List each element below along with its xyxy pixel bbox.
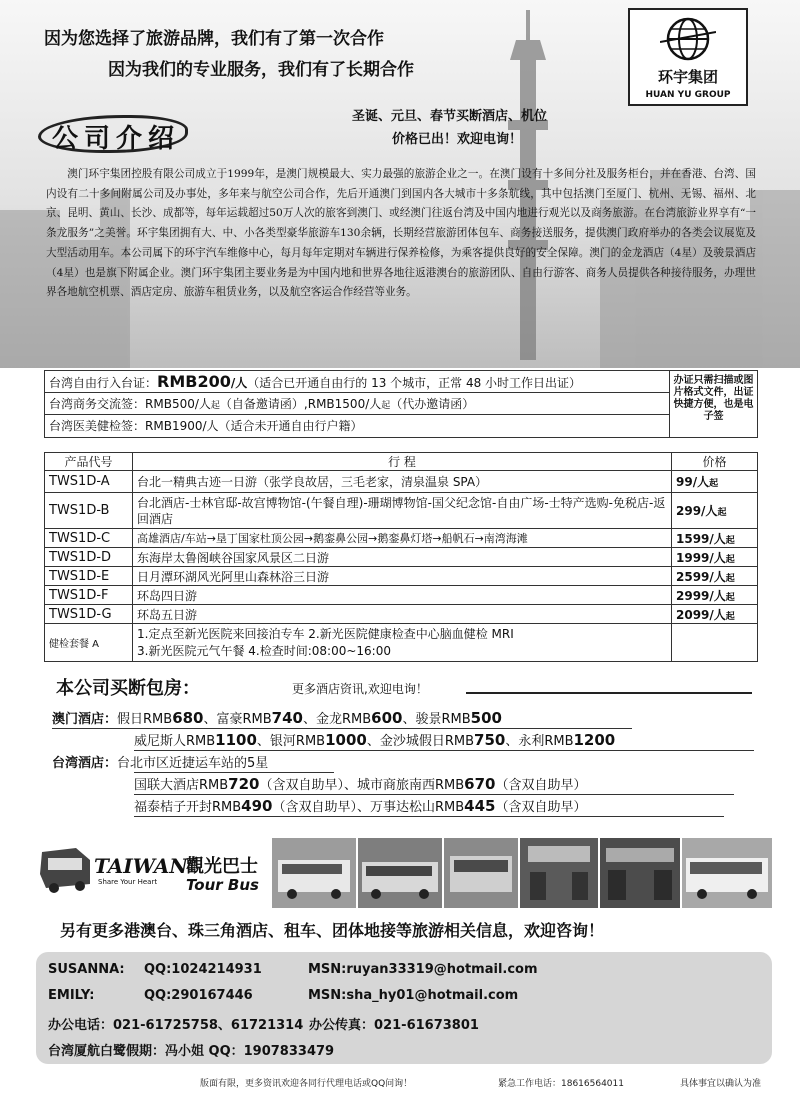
bus-icon <box>36 844 96 896</box>
bus-photo <box>358 838 442 908</box>
macau-hotels-line-1: 澳门酒店：假日RMB680、富豪RMB740、金龙RMB600、骏景RMB500 <box>52 709 502 727</box>
visa-note: （自备邀请函）, <box>219 397 308 411</box>
promo-line-2: 价格已出！欢迎电询！ <box>392 132 523 147</box>
tour-code: 健检套餐 A <box>45 624 133 662</box>
visa-label: 台湾医美健检签： <box>49 419 146 433</box>
visa-price: RMB500/人 <box>145 397 211 411</box>
tour-route: 1.定点至新光医院来回接泊专车 2.新光医院健康检查中心脑血健检 MRI 3.新光医院元气午餐 4.检查时间:08:00~16:00 <box>133 624 672 662</box>
footer-urgent-phone: 紧急工作电话：18616564011 <box>498 1079 624 1089</box>
taiwan-hotels-line-2: 福泰桔子开封RMB490（含双自助早）、万事达松山RMB445（含双自助早） <box>134 797 587 815</box>
visa-row-free-travel <box>45 371 669 393</box>
buyout-subtitle: 更多酒店资讯,欢迎电询！ <box>292 682 428 696</box>
tour-price: 299/人起 <box>672 493 758 529</box>
table-row <box>45 529 758 548</box>
more-info-banner: 另有更多港澳台、珠三角酒店、租车、团体地接等旅游相关信息，欢迎咨询！ <box>60 921 605 940</box>
tour-price <box>672 624 758 662</box>
table-row <box>45 586 758 605</box>
tour-route: 环岛四日游 <box>133 586 672 605</box>
slogan-line-2: 因为我们的专业服务，我们有了长期合作 <box>108 60 414 80</box>
macau-label: 澳门酒店： <box>52 712 118 727</box>
globe-icon <box>660 14 716 64</box>
logo-name-cn: 环宇集团 <box>657 68 718 86</box>
divider <box>134 750 754 751</box>
header-route: 行 程 <box>133 453 672 471</box>
tour-price: 1999/人起 <box>672 548 758 567</box>
visa-label: 台湾商务交流签： <box>49 397 146 411</box>
header-price: 价格 <box>672 453 758 471</box>
visa-side-note: 办证只需扫描或图片格式文件，出证快捷方便，也是电子签 <box>669 371 757 437</box>
taiwan-hotels-line-0: 台湾酒店：台北市区近捷运车站的5星 <box>52 756 269 771</box>
visa-row-medical <box>45 415 669 437</box>
header-code: 产品代号 <box>45 453 133 471</box>
table-row-health-package <box>45 624 758 662</box>
contact-panel <box>36 952 772 1064</box>
section-title-company-intro: 公司介绍 <box>52 124 181 154</box>
bus-interior-photo <box>520 838 598 908</box>
contact-xiamen: 台湾厦航白鹭假期：冯小姐 QQ：1907833479 <box>48 1044 335 1059</box>
tour-price: 2099/人起 <box>672 605 758 624</box>
visa-table <box>44 370 758 438</box>
tour-code: TWS1D-B <box>45 493 133 529</box>
tour-route: 日月潭环湖风光阿里山森林浴三日游 <box>133 567 672 586</box>
table-row <box>45 493 758 529</box>
table-row <box>45 605 758 624</box>
company-logo <box>628 8 748 106</box>
tour-code: TWS1D-D <box>45 548 133 567</box>
taiwan-label: 台湾酒店： <box>52 756 118 771</box>
contact-susanna: SUSANNA: QQ:1024214931 MSN:ruyan33319@hotmail.com <box>48 962 538 977</box>
bus-interior-photo <box>600 838 680 908</box>
price-suffix: 起 <box>381 401 391 411</box>
tour-code: TWS1D-C <box>45 529 133 548</box>
taiwan-hotels-line-1: 国联大酒店RMB720（含双自助早）、城市商旅南西RMB670（含双自助早） <box>134 775 587 793</box>
tour-code: TWS1D-G <box>45 605 133 624</box>
tour-table-header <box>45 453 758 471</box>
tour-price: 2999/人起 <box>672 586 758 605</box>
visa-note: （代办邀请函） <box>390 397 475 411</box>
visa-price: RMB1900/人 <box>145 419 219 433</box>
bus-brand: TAIWAN <box>94 854 188 878</box>
visa-row-business <box>45 393 669 415</box>
footer-note: 具体事宜以确认为准 <box>680 1079 762 1089</box>
slogan-line-1: 因为您选择了旅游品牌，我们有了第一次合作 <box>44 29 384 49</box>
hero-banner <box>0 0 800 368</box>
bus-name-en: Tour Bus <box>186 876 259 894</box>
contact-office: 办公电话：021-61725758、61721314 办公传真：021-61673801 <box>48 1018 479 1033</box>
tour-route: 台北一精典古迹一日游（张学良故居，三毛老家，清泉温泉 SPA） <box>133 471 672 493</box>
bus-photo <box>444 838 518 908</box>
divider <box>52 728 632 729</box>
tour-table <box>44 452 758 662</box>
tour-price: 2599/人起 <box>672 567 758 586</box>
divider <box>134 772 334 773</box>
bus-photo <box>272 838 356 908</box>
table-row <box>45 567 758 586</box>
tour-code: TWS1D-A <box>45 471 133 493</box>
visa-note: （适合已开通自由行的 13 个城市，正常 48 小时工作日出证） <box>247 376 582 390</box>
tour-code: TWS1D-E <box>45 567 133 586</box>
tour-price: 1599/人起 <box>672 529 758 548</box>
tour-price: 99/人起 <box>672 471 758 493</box>
tour-route: 台北酒店-士林官邸-故宫博物馆-(午餐自理)-珊瑚博物馆-国父纪念馆-自由广场-士特产选购-免税店-返回酒店 <box>133 493 672 529</box>
contact-emily: EMILY: QQ:290167446 MSN:sha_hy01@hotmail.com <box>48 988 519 1003</box>
tour-route: 环岛五日游 <box>133 605 672 624</box>
footer-copyright: 版面有限，更多资讯欢迎各同行代理电话或QQ问询！ <box>200 1079 413 1089</box>
buyout-title: 本公司买断包房： <box>56 678 200 699</box>
visa-label: 台湾自由行入台证： <box>49 376 158 390</box>
bus-tagline: Share Your Heart <box>98 878 158 886</box>
tour-route: 高雄酒店/车站→垦丁国家杜顶公园→鹅銮鼻公园→鹅銮鼻灯塔→船帆石→南湾海滩 <box>133 529 672 548</box>
bus-photo <box>682 838 772 908</box>
promo-line-1: 圣诞、元旦、春节买断酒店、机位 <box>352 109 548 124</box>
visa-price: RMB1500/人 <box>307 397 382 411</box>
divider <box>466 692 752 694</box>
visa-price: RMB200 <box>157 372 231 391</box>
visa-unit: /人 <box>230 376 248 390</box>
tour-bus-strip <box>36 838 772 908</box>
tour-code: TWS1D-F <box>45 586 133 605</box>
divider <box>134 794 734 795</box>
price-suffix: 起 <box>210 401 220 411</box>
divider <box>134 816 724 817</box>
bus-name-cn: 觀光巴士 <box>186 856 258 877</box>
tour-bus-logo <box>36 844 266 904</box>
tour-route: 东海岸太鲁阁峡谷国家风景区二日游 <box>133 548 672 567</box>
visa-note: （适合未开通自由行户籍） <box>218 419 363 433</box>
company-intro-text: 澳门环宇集团控股有限公司成立于1999年，是澳门规模最大、实力最强的旅游企业之一。在澳门设有十多间分社及服务柜台，并在香港、台湾、国内设有二十多间附属公司及办事处，多年来与航空公司合作，先后开通澳门到国内各大城市十多条航线，其中包括澳门至厦门、杭州、无锡、福州、北京、昆明、黄山、长沙、成都等，每年运载超过50万人次的旅客到澳门、或经澳门往返台湾及中国内地进行观光以及商务旅游。在台湾旅游业界享有“一条龙服务”之美誉。环宇集团拥有大、中、小各类型豪华旅游车130余辆，长期经营旅游团体包车、商务接送服务，提供澳门政府举办的各类会议展览及大型活动用车。本公司属下的环宇汽车维修中心，每月每年定期对车辆进行保养检修，为乘客提供良好的安全保障。澳门的金龙酒店（4星）及骏景酒店（4星）也是旗下附属企业。澳门环宇集团主要业务是为中国内地和世界各地往返港澳台的旅游团队、自由行游客、商务人员提供各种接待服务，办理世界各地航空机票、酒店定房、旅游车租赁业务，以及航空客运合作经营等业务。 <box>46 168 756 299</box>
macau-hotels-line-2: 威尼斯人RMB1100、银河RMB1000、金沙城假日RMB750、永利RMB1200 <box>134 731 616 749</box>
table-row <box>45 548 758 567</box>
logo-name-en: HUAN YU GROUP <box>645 90 731 100</box>
table-row <box>45 471 758 493</box>
